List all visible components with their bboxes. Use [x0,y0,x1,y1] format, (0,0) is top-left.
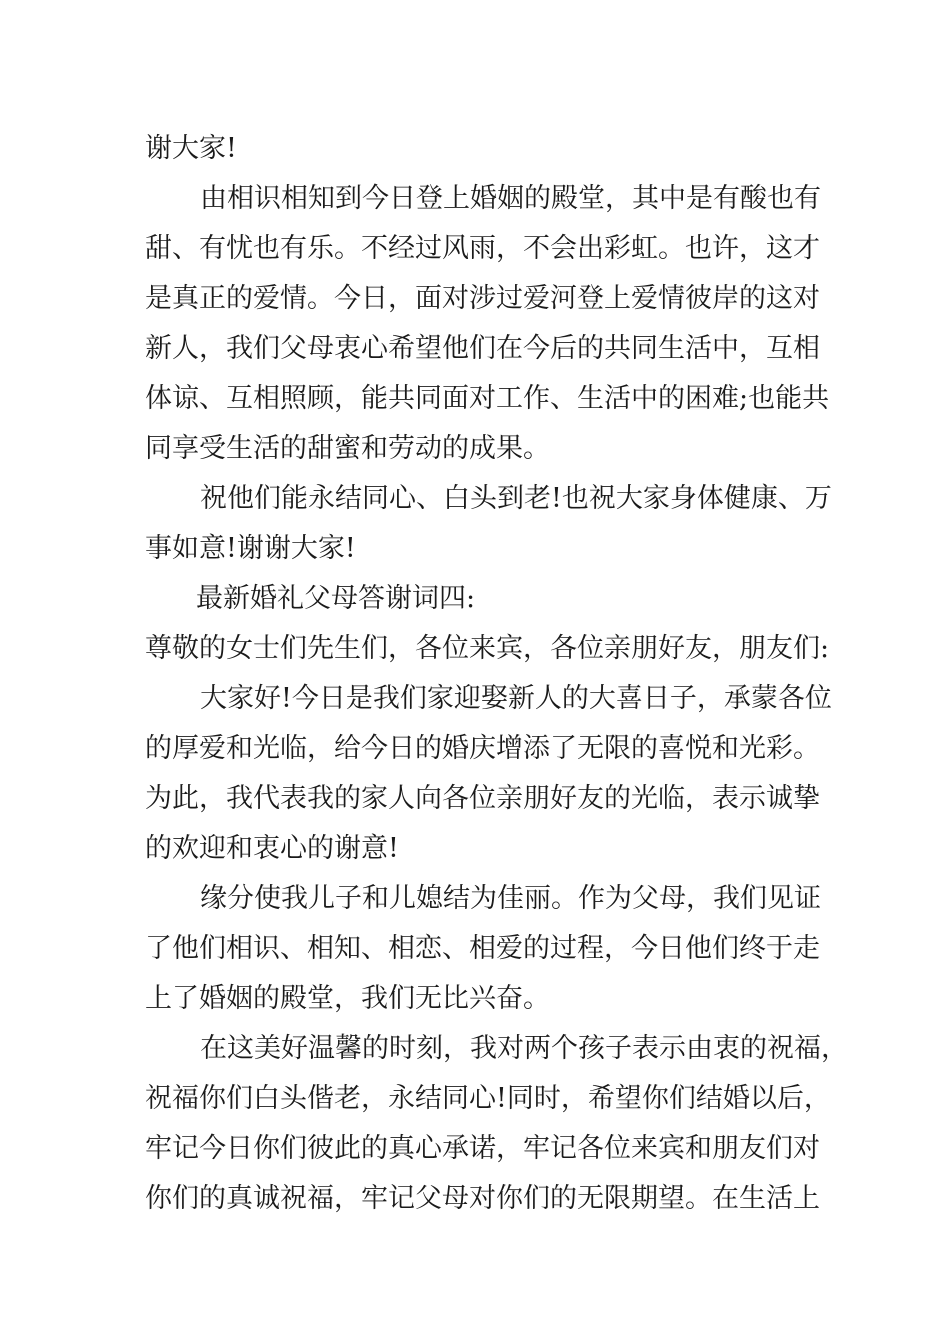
paragraph-first-line: 大家好!今日是我们家迎娶新人的大喜日子，承蒙各位 [200,683,832,714]
paragraph-first-line: 缘分使我儿子和儿媳结为佳丽。作为父母，我们见证 [200,883,821,914]
text-line: 了他们相识、相知、相恋、相爱的过程，今日他们终于走 [145,933,820,964]
text-line: 事如意!谢谢大家! [145,533,356,564]
text-line: 是真正的爱情。今日，面对涉过爱河登上爱情彼岸的这对 [145,283,820,314]
text-line: 甜、有忧也有乐。不经过风雨，不会出彩虹。也许，这才 [145,233,820,264]
text-line: 的欢迎和衷心的谢意! [145,833,399,864]
section-heading: 最新婚礼父母答谢词四: [196,583,476,614]
text-line: 新人，我们父母衷心希望他们在今后的共同生活中，互相 [145,333,820,364]
text-line: 谢大家! [145,133,237,164]
text-line: 牢记今日你们彼此的真心承诺，牢记各位来宾和朋友们对 [145,1133,820,1164]
paragraph-first-line: 祝他们能永结同心、白头到老!也祝大家身体健康、万 [200,483,832,514]
text-line: 的厚爱和光临，给今日的婚庆增添了无限的喜悦和光彩。 [145,733,820,764]
paragraph-first-line: 在这美好温馨的时刻，我对两个孩子表示由衷的祝福， [200,1033,848,1064]
paragraph-first-line: 由相识相知到今日登上婚姻的殿堂，其中是有酸也有 [200,183,821,214]
text-line: 同享受生活的甜蜜和劳动的成果。 [145,433,550,464]
text-line: 为此，我代表我的家人向各位亲朋好友的光临，表示诚挚 [145,783,820,814]
text-line: 上了婚姻的殿堂，我们无比兴奋。 [145,983,550,1014]
text-line: 你们的真诚祝福，牢记父母对你们的无限期望。在生活上 [145,1183,820,1214]
text-line: 体谅、互相照顾，能共同面对工作、生活中的困难;也能共 [145,383,830,414]
text-line: 祝福你们白头偕老，永结同心!同时，希望你们结婚以后， [145,1083,831,1114]
salutation: 尊敬的女士们先生们，各位来宾，各位亲朋好友，朋友们: [145,633,830,664]
